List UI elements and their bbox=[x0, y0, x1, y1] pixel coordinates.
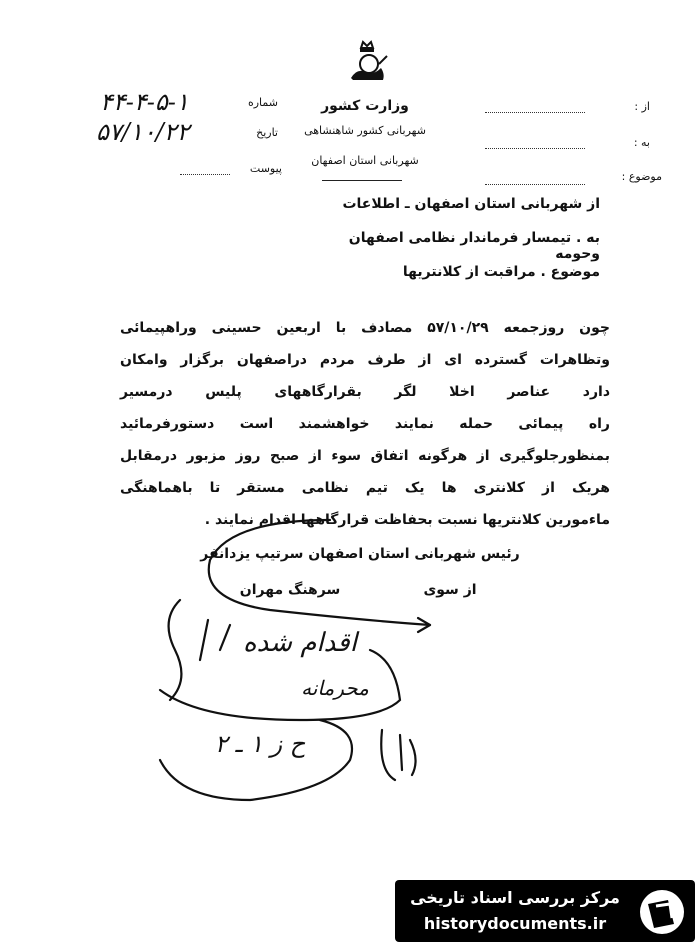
body-line-2: وتظاهرات گسترده ای از طرف مردم دراصفهان برگزار وامکان bbox=[120, 352, 610, 368]
handwritten-note-1: اقدام شده bbox=[243, 628, 357, 658]
number-label: شماره bbox=[247, 96, 278, 109]
memo-subject-line: موضوع . مراقبت از کلانتریها bbox=[402, 264, 600, 280]
office-subtitle: شهربانی استان اصفهان bbox=[311, 154, 419, 167]
body-line-1: چون روزجمعه ۵۷/۱۰/۲۹ مصادف با اربعین حسینی وراهپیمائی bbox=[120, 320, 610, 336]
handwritten-number: ۴۴-۴-۵-۱ bbox=[100, 88, 189, 116]
date-label: تاریخ bbox=[256, 126, 278, 139]
body-line-3: دارد عناصر اخلا لگر بقرارگاههای پلیس درمسیر bbox=[120, 384, 610, 400]
memo-to-line: به . تیمسار فرماندار نظامی اصفهان وحومه bbox=[348, 230, 600, 262]
signature-title: رئیس شهربانی استان اصفهان سرتیپ یزدانفر bbox=[200, 546, 520, 562]
watermark-logo-icon bbox=[638, 888, 686, 936]
body-line-6: هریک از کلانتری ها یک تیم نظامی مستقر تا باهماهنگی bbox=[120, 480, 610, 496]
ministry-title: وزارت کشور bbox=[321, 98, 409, 114]
on-behalf-label: از سوی bbox=[423, 582, 477, 598]
body-line-5: بمنظورجلوگیری از هرگونه اتفاق سوء از صبح روز مزبور درمقابل bbox=[120, 448, 610, 464]
watermark-url: historydocuments.ir bbox=[423, 914, 607, 933]
body-line-4: راه پیمائی حمله نمایند خواهشمند است دستورفرمائید bbox=[120, 416, 610, 432]
department-subtitle: شهربانی کشور شاهنشاهی bbox=[304, 124, 426, 137]
handwritten-note-3: ح ز ۱ ـ ۲ bbox=[214, 730, 306, 758]
memo-from-line: از شهربانی استان اصفهان ـ اطلاعات bbox=[342, 196, 600, 212]
watermark-title: مرکز بررسی اسناد تاریخی bbox=[410, 888, 620, 907]
on-behalf-name: سرهنگ مهران bbox=[239, 582, 341, 598]
attachment-label: پیوست bbox=[249, 162, 282, 175]
handwritten-date: ۵۷/۱۰/۲۲ bbox=[96, 118, 190, 146]
body-line-7: ماءمورین کلانتریها نسبت بحفاظت قرارگاهها اقدام نمایند . bbox=[204, 512, 610, 528]
to-label: به : bbox=[633, 136, 650, 149]
handwritten-note-2: محرمانه bbox=[301, 676, 369, 700]
from-label: از : bbox=[634, 100, 650, 113]
subject-label: موضوع : bbox=[621, 170, 662, 183]
